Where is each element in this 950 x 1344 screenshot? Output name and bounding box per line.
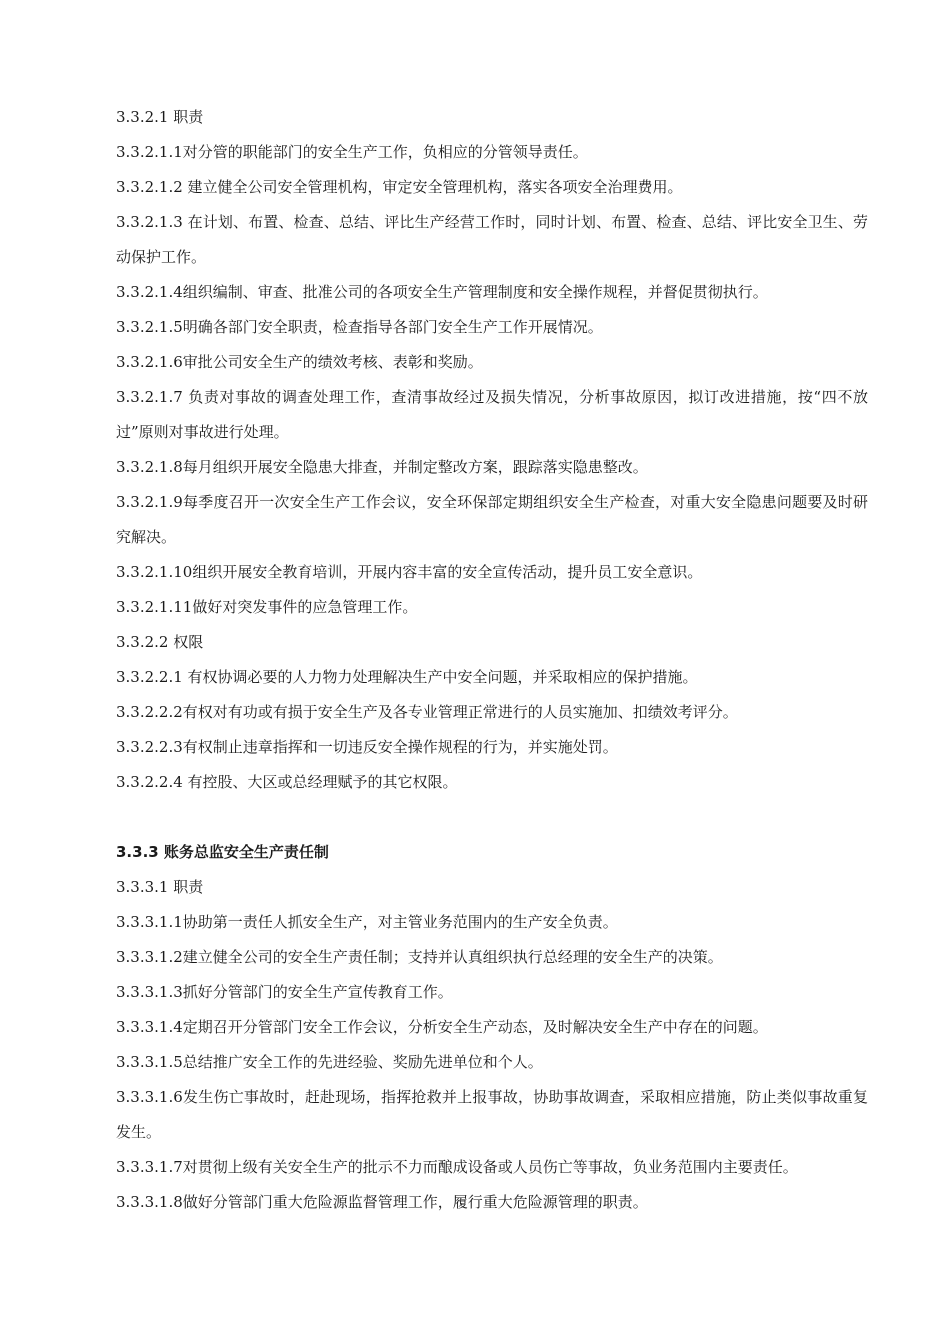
paragraph: 3.3.2.1.7 负责对事故的调查处理工作，查清事故经过及损失情况，分析事故原因，拟订改进措施，按“四不放过”原则对事故进行处理。 — [116, 388, 868, 441]
paragraph: 3.3.2.1.3 在计划、布置、检查、总结、评比生产经营工作时，同时计划、布置、检查、总结、评比安全卫生、劳动保护工作。 — [116, 213, 868, 266]
paragraph: 3.3.2.2.1 有权协调必要的人力物力处理解决生产中安全问题，并采取相应的保护措施。 — [116, 668, 698, 686]
paragraph: 3.3.3.1.1协助第一责任人抓安全生产，对主管业务范围内的生产安全负责。 — [116, 913, 618, 931]
paragraph: 3.3.2.1 职责 — [116, 108, 204, 126]
section-spacer — [116, 800, 868, 835]
paragraph: 3.3.2.1.4组织编制、审查、批准公司的各项安全生产管理制度和安全操作规程，并督促贯彻执行。 — [116, 283, 768, 301]
paragraph: 3.3.3.1.8做好分管部门重大危险源监督管理工作，履行重大危险源管理的职责。 — [116, 1193, 648, 1211]
paragraph: 3.3.3.1.2建立健全公司的安全生产责任制；支持并认真组织执行总经理的安全生产的决策。 — [116, 948, 723, 966]
paragraph: 3.3.2.1.6审批公司安全生产的绩效考核、表彰和奖励。 — [116, 353, 483, 371]
section-heading: 3.3.3 账务总监安全生产责任制 — [116, 843, 329, 861]
paragraph: 3.3.2.2 权限 — [116, 633, 204, 651]
paragraph: 3.3.2.2.3有权制止违章指挥和一切违反安全操作规程的行为，并实施处罚。 — [116, 738, 618, 756]
paragraph: 3.3.2.1.9每季度召开一次安全生产工作会议，安全环保部定期组织安全生产检查，对重大安全隐患问题要及时研究解决。 — [116, 493, 868, 546]
document-body — [116, 100, 868, 1220]
paragraph: 3.3.2.1.10组织开展安全教育培训，开展内容丰富的安全宣传活动，提升员工安全意识。 — [116, 563, 703, 581]
paragraph: 3.3.3.1.6发生伤亡事故时，赶赴现场，指挥抢救并上报事故，协助事故调查，采取相应措施，防止类似事故重复发生。 — [116, 1088, 868, 1141]
paragraph: 3.3.2.2.2有权对有功或有损于安全生产及各专业管理正常进行的人员实施加、扣绩效考评分。 — [116, 703, 738, 721]
paragraph: 3.3.2.2.4 有控股、大区或总经理赋予的其它权限。 — [116, 773, 458, 791]
paragraph: 3.3.3.1.7对贯彻上级有关安全生产的批示不力而酿成设备或人员伤亡等事故，负业务范围内主要责任。 — [116, 1158, 798, 1176]
paragraph: 3.3.2.1.5明确各部门安全职责，检查指导各部门安全生产工作开展情况。 — [116, 318, 603, 336]
paragraph: 3.3.2.1.2 建立健全公司安全管理机构，审定安全管理机构，落实各项安全治理费用。 — [116, 178, 683, 196]
paragraph: 3.3.2.1.1对分管的职能部门的安全生产工作，负相应的分管领导责任。 — [116, 143, 588, 161]
paragraph: 3.3.3.1.5总结推广安全工作的先进经验、奖励先进单位和个人。 — [116, 1053, 543, 1071]
paragraph: 3.3.3.1.4定期召开分管部门安全工作会议，分析安全生产动态，及时解决安全生产中存在的问题。 — [116, 1018, 768, 1036]
paragraph: 3.3.2.1.11做好对突发事件的应急管理工作。 — [116, 598, 418, 616]
paragraph: 3.3.3.1.3抓好分管部门的安全生产宣传教育工作。 — [116, 983, 453, 1001]
paragraph: 3.3.2.1.8每月组织开展安全隐患大排查，并制定整改方案，跟踪落实隐患整改。 — [116, 458, 648, 476]
paragraph: 3.3.3.1 职责 — [116, 878, 204, 896]
